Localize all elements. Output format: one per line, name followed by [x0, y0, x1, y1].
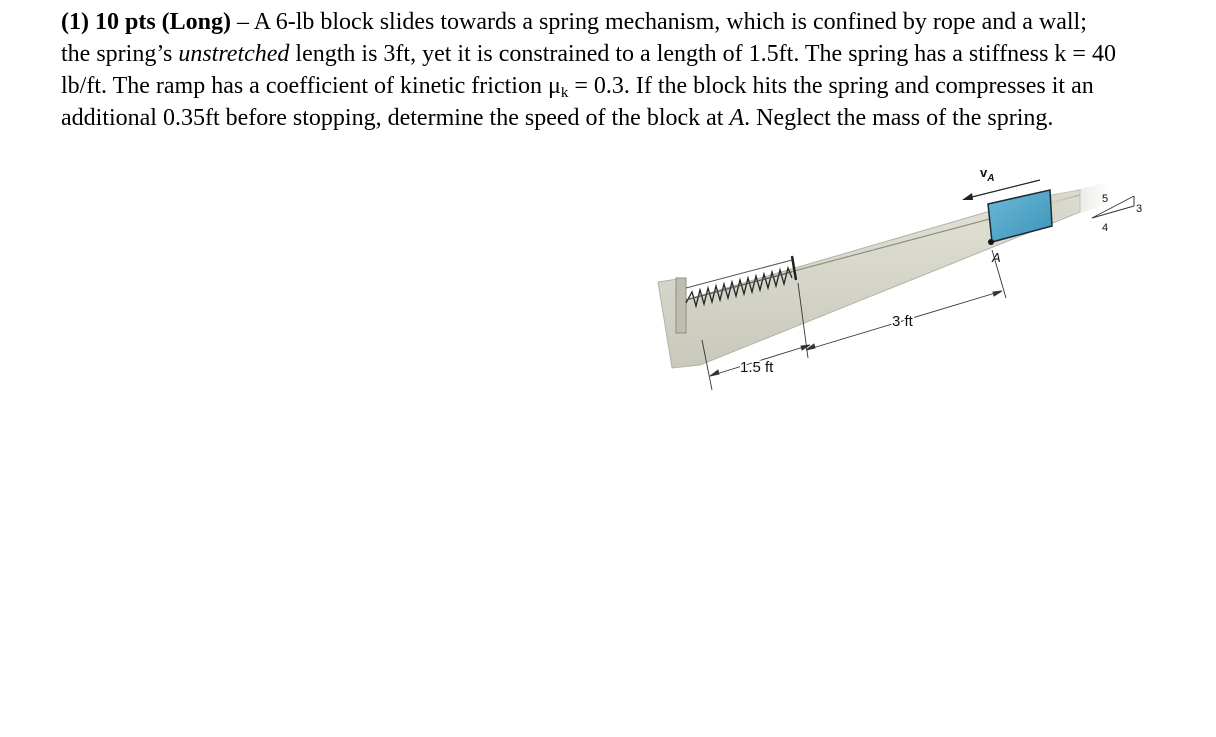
dimension-3ft-label: 3 ft [892, 313, 913, 330]
slope-run-label: 4 [1102, 222, 1109, 234]
problem-statement [61, 6, 1171, 134]
velocity-symbol: v [980, 165, 988, 180]
friction-subscript: k [560, 85, 569, 101]
problem-dash: – [237, 9, 250, 35]
problem-text-4a: additional 0.35ft before stopping, determine the speed of the block at [61, 105, 730, 131]
problem-point-label: A [729, 105, 745, 131]
spring-ramp-figure [640, 150, 1160, 400]
block [988, 190, 1052, 242]
problem-points: 10 pts [94, 9, 156, 35]
problem-line-4 [61, 102, 1171, 134]
problem-text-1: A 6-lb block slides towards a spring mechanism, which is confined by rope and a wall; [253, 9, 1087, 35]
velocity-label [980, 165, 994, 184]
problem-text-2a: the spring’s [61, 41, 179, 67]
point-a-marker [988, 239, 994, 245]
problem-line-2 [61, 38, 1171, 70]
slope-rise-label: 3 [1136, 203, 1143, 215]
slope-hyp-label: 5 [1102, 193, 1109, 205]
problem-line-3 [61, 70, 1171, 102]
problem-type: (Long) [161, 9, 232, 35]
problem-text-4b: . Neglect the mass of the spring. [744, 105, 1054, 131]
point-a-label: A [992, 250, 1001, 265]
dimension-1-5ft-label: 1.5 ft [740, 359, 774, 376]
problem-emphasis: unstretched [178, 41, 290, 67]
problem-text-3b: = 0.3. If the block hits the spring and compresses it an [568, 73, 1094, 99]
problem-text-3a: lb/ft. The ramp has a coefficient of kinetic friction μ [61, 73, 561, 99]
velocity-subscript: A [987, 173, 995, 184]
problem-number: (1) [61, 9, 89, 35]
wall [676, 278, 686, 333]
problem-text-2b: length is 3ft, yet it is constrained to a length of 1.5ft. The spring has a stiffness k = 40 [289, 41, 1116, 67]
problem-line-1 [61, 6, 1171, 38]
